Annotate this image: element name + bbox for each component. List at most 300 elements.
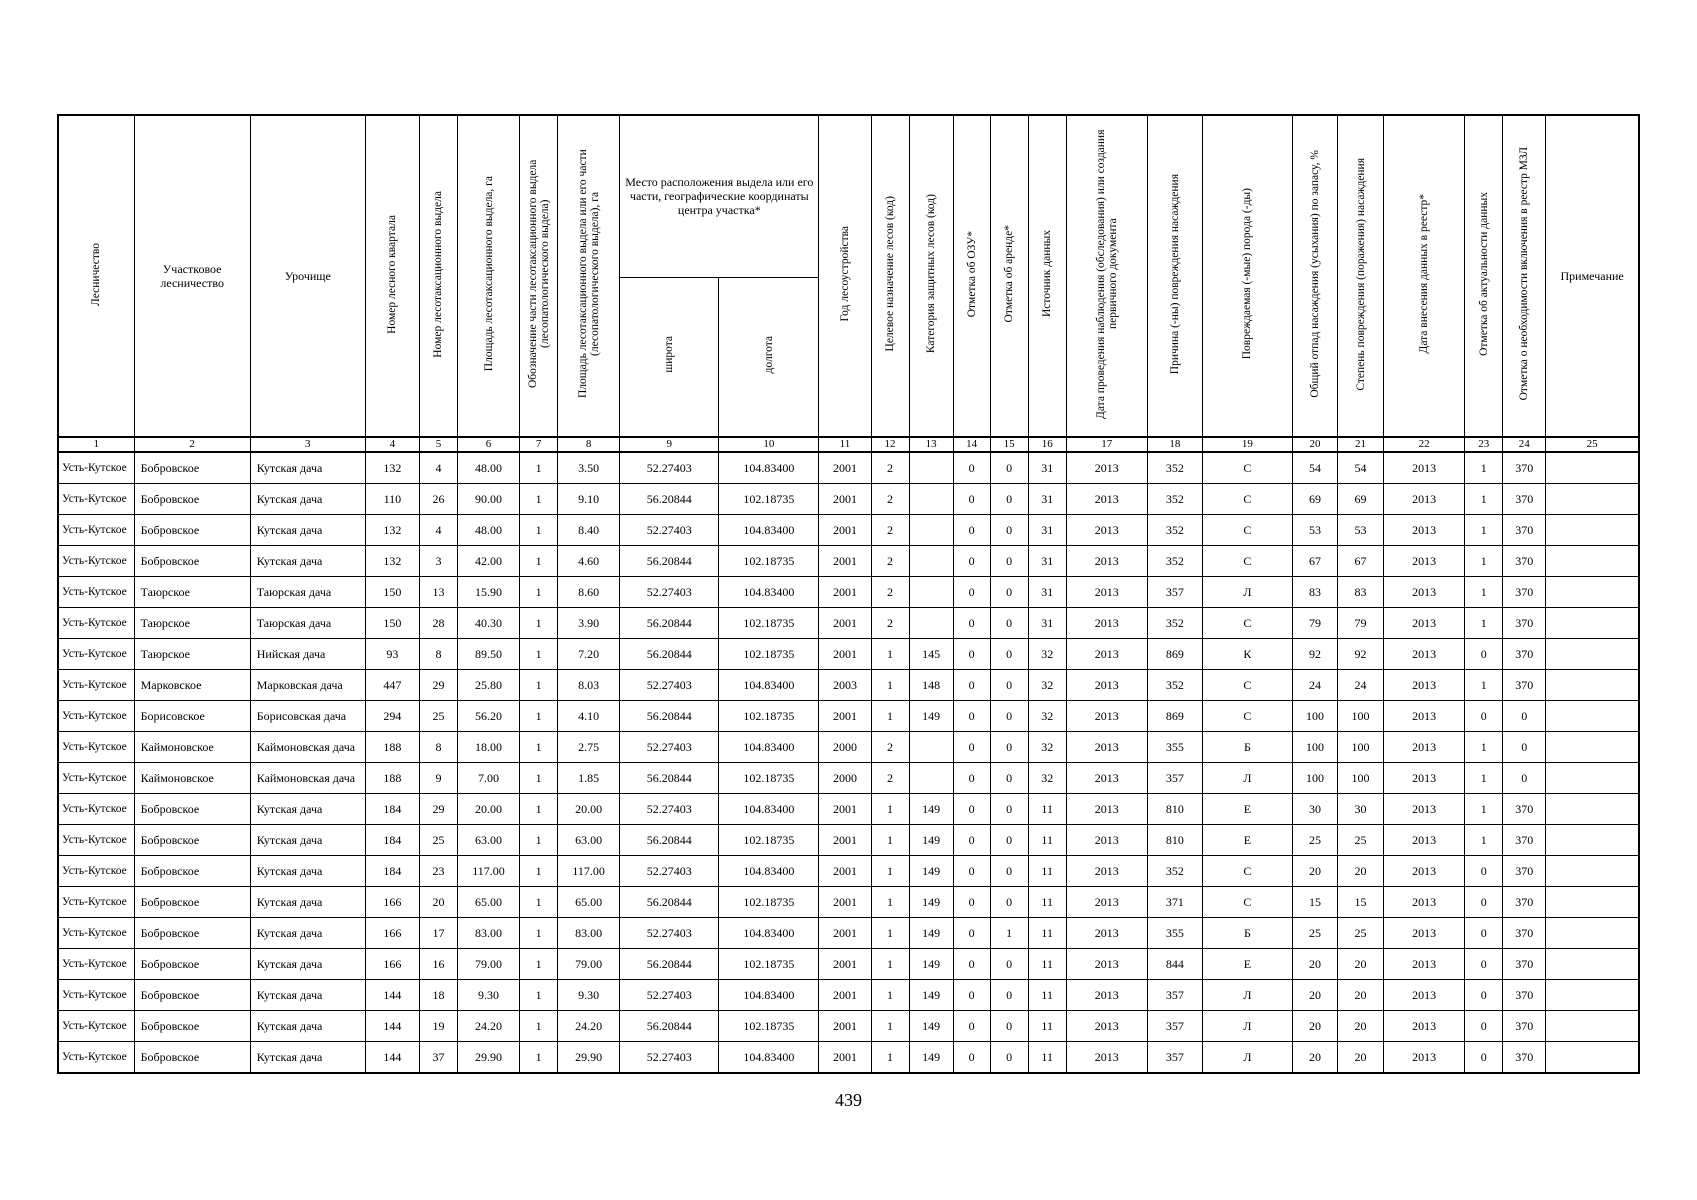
cell-observation-date: 2013	[1066, 577, 1147, 608]
cell-survey-year: 2001	[819, 1042, 871, 1074]
cell-mzl: 370	[1503, 484, 1546, 515]
cell-note	[1546, 639, 1639, 670]
cell-entry-date: 2013	[1384, 763, 1465, 794]
column-number: 25	[1546, 437, 1639, 452]
cell-mzl: 370	[1503, 825, 1546, 856]
cell-species: С	[1202, 515, 1292, 546]
cell-allotment-area: 117.00	[457, 856, 519, 887]
cell-ozu: 0	[953, 701, 990, 732]
cell-longitude: 104.83400	[719, 980, 819, 1011]
cell-note	[1546, 763, 1639, 794]
cell-entry-date: 2013	[1384, 484, 1465, 515]
col-longitude-header: долгота	[719, 277, 819, 437]
cell-tract: Кутская дача	[250, 452, 365, 484]
cell-purpose: 2	[871, 546, 909, 577]
cell-survey-year: 2001	[819, 608, 871, 639]
cell-part: 1	[520, 887, 558, 918]
cell-source: 31	[1028, 546, 1066, 577]
cell-mzl: 370	[1503, 546, 1546, 577]
cell-part-area: 9.10	[558, 484, 620, 515]
cell-lease: 0	[990, 794, 1028, 825]
cell-mzl: 370	[1503, 1042, 1546, 1074]
column-number: 2	[134, 437, 250, 452]
cell-species: Л	[1202, 577, 1292, 608]
cell-observation-date: 2013	[1066, 1042, 1147, 1074]
cell-tract: Нийская дача	[250, 639, 365, 670]
cell-note	[1546, 577, 1639, 608]
cell-ozu: 0	[953, 546, 990, 577]
cell-forestry: Усть-Кутское	[58, 452, 134, 484]
cell-species: С	[1202, 701, 1292, 732]
cell-damage-degree: 100	[1338, 701, 1384, 732]
cell-longitude: 104.83400	[719, 856, 819, 887]
cell-observation-date: 2013	[1066, 515, 1147, 546]
cell-note	[1546, 484, 1639, 515]
cell-quarter: 150	[365, 608, 419, 639]
cell-entry-date: 2013	[1384, 732, 1465, 763]
cell-damage-cause: 352	[1147, 608, 1202, 639]
cell-actuality: 0	[1465, 1011, 1503, 1042]
cell-protection: 149	[909, 856, 953, 887]
cell-lease: 0	[990, 1042, 1028, 1074]
cell-tract: Кутская дача	[250, 484, 365, 515]
cell-protection	[909, 763, 953, 794]
cell-longitude: 102.18735	[719, 825, 819, 856]
cell-source: 31	[1028, 452, 1066, 484]
table-row	[58, 484, 1639, 515]
forest-damage-table	[57, 114, 1640, 1074]
cell-protection	[909, 452, 953, 484]
cell-actuality: 0	[1465, 918, 1503, 949]
cell-survey-year: 2000	[819, 763, 871, 794]
cell-forestry: Усть-Кутское	[58, 701, 134, 732]
cell-protection: 149	[909, 701, 953, 732]
cell-allotment: 8	[419, 639, 457, 670]
cell-source: 11	[1028, 887, 1066, 918]
cell-ozu: 0	[953, 794, 990, 825]
cell-forestry: Усть-Кутское	[58, 763, 134, 794]
cell-entry-date: 2013	[1384, 452, 1465, 484]
cell-allotment-area: 83.00	[457, 918, 519, 949]
cell-latitude: 52.27403	[620, 794, 719, 825]
cell-part-area: 63.00	[558, 825, 620, 856]
table-row	[58, 701, 1639, 732]
cell-observation-date: 2013	[1066, 825, 1147, 856]
cell-forestry: Усть-Кутское	[58, 825, 134, 856]
cell-forestry: Усть-Кутское	[58, 918, 134, 949]
cell-district: Бобровское	[134, 546, 250, 577]
cell-allotment-area: 65.00	[457, 887, 519, 918]
cell-allotment: 29	[419, 670, 457, 701]
cell-protection: 145	[909, 639, 953, 670]
cell-damage-cause: 810	[1147, 794, 1202, 825]
table-row	[58, 794, 1639, 825]
cell-quarter: 166	[365, 949, 419, 980]
cell-note	[1546, 1011, 1639, 1042]
cell-allotment-area: 48.00	[457, 515, 519, 546]
cell-tract: Марковская дача	[250, 670, 365, 701]
cell-part-area: 8.40	[558, 515, 620, 546]
cell-latitude: 52.27403	[620, 856, 719, 887]
cell-part-area: 65.00	[558, 887, 620, 918]
cell-actuality: 1	[1465, 794, 1503, 825]
cell-part-area: 83.00	[558, 918, 620, 949]
cell-district: Таюрское	[134, 608, 250, 639]
cell-survey-year: 2000	[819, 732, 871, 763]
cell-district: Бобровское	[134, 856, 250, 887]
cell-quarter: 184	[365, 825, 419, 856]
cell-protection: 149	[909, 825, 953, 856]
cell-purpose: 1	[871, 825, 909, 856]
cell-total-loss: 24	[1292, 670, 1337, 701]
cell-source: 31	[1028, 515, 1066, 546]
col-allotment-area-header: Площадь лесотаксационного выдела, га	[457, 115, 519, 437]
cell-longitude: 102.18735	[719, 701, 819, 732]
cell-mzl: 370	[1503, 670, 1546, 701]
cell-part: 1	[520, 639, 558, 670]
table-row	[58, 980, 1639, 1011]
cell-source: 11	[1028, 1011, 1066, 1042]
page-number: 439	[835, 1090, 862, 1110]
cell-note	[1546, 794, 1639, 825]
cell-note	[1546, 670, 1639, 701]
cell-observation-date: 2013	[1066, 856, 1147, 887]
cell-note	[1546, 515, 1639, 546]
col-damage-cause-header: Причина (-ны) повреждения насаждения	[1147, 115, 1202, 437]
cell-damage-degree: 20	[1338, 949, 1384, 980]
cell-source: 32	[1028, 639, 1066, 670]
cell-part: 1	[520, 825, 558, 856]
cell-latitude: 52.27403	[620, 452, 719, 484]
cell-latitude: 52.27403	[620, 918, 719, 949]
cell-lease: 0	[990, 732, 1028, 763]
cell-quarter: 144	[365, 1042, 419, 1074]
cell-latitude: 56.20844	[620, 763, 719, 794]
cell-lease: 0	[990, 949, 1028, 980]
col-ozu-header: Отметка об ОЗУ*	[953, 115, 990, 437]
cell-actuality: 1	[1465, 515, 1503, 546]
cell-survey-year: 2001	[819, 701, 871, 732]
cell-district: Бобровское	[134, 918, 250, 949]
cell-allotment-area: 79.00	[457, 949, 519, 980]
cell-damage-degree: 20	[1338, 856, 1384, 887]
cell-damage-cause: 810	[1147, 825, 1202, 856]
cell-mzl: 370	[1503, 515, 1546, 546]
cell-mzl: 370	[1503, 1011, 1546, 1042]
cell-entry-date: 2013	[1384, 515, 1465, 546]
cell-protection	[909, 577, 953, 608]
cell-survey-year: 2001	[819, 577, 871, 608]
cell-tract: Каймоновская дача	[250, 763, 365, 794]
cell-ozu: 0	[953, 825, 990, 856]
cell-damage-degree: 69	[1338, 484, 1384, 515]
cell-district: Бобровское	[134, 887, 250, 918]
cell-purpose: 1	[871, 1011, 909, 1042]
cell-total-loss: 54	[1292, 452, 1337, 484]
cell-allotment-area: 90.00	[457, 484, 519, 515]
cell-protection: 148	[909, 670, 953, 701]
cell-allotment: 19	[419, 1011, 457, 1042]
cell-total-loss: 83	[1292, 577, 1337, 608]
column-number: 13	[909, 437, 953, 452]
cell-ozu: 0	[953, 732, 990, 763]
cell-quarter: 447	[365, 670, 419, 701]
cell-total-loss: 67	[1292, 546, 1337, 577]
cell-note	[1546, 701, 1639, 732]
cell-total-loss: 20	[1292, 1011, 1337, 1042]
cell-observation-date: 2013	[1066, 670, 1147, 701]
cell-part: 1	[520, 949, 558, 980]
cell-latitude: 56.20844	[620, 608, 719, 639]
cell-forestry: Усть-Кутское	[58, 1042, 134, 1074]
cell-source: 11	[1028, 825, 1066, 856]
cell-ozu: 0	[953, 949, 990, 980]
cell-observation-date: 2013	[1066, 701, 1147, 732]
cell-survey-year: 2001	[819, 794, 871, 825]
cell-quarter: 132	[365, 452, 419, 484]
cell-allotment-area: 29.90	[457, 1042, 519, 1074]
cell-mzl: 370	[1503, 980, 1546, 1011]
cell-damage-degree: 100	[1338, 763, 1384, 794]
cell-longitude: 102.18735	[719, 1011, 819, 1042]
cell-district: Бобровское	[134, 794, 250, 825]
cell-district: Таюрское	[134, 577, 250, 608]
cell-observation-date: 2013	[1066, 1011, 1147, 1042]
cell-total-loss: 20	[1292, 856, 1337, 887]
cell-entry-date: 2013	[1384, 887, 1465, 918]
cell-purpose: 2	[871, 732, 909, 763]
column-number: 3	[250, 437, 365, 452]
cell-allotment: 23	[419, 856, 457, 887]
cell-purpose: 1	[871, 1042, 909, 1074]
cell-allotment-area: 18.00	[457, 732, 519, 763]
col-location-group-header: Место расположения выдела или его части, географические координаты центра участка*	[620, 115, 819, 277]
cell-lease: 0	[990, 515, 1028, 546]
cell-allotment-area: 15.90	[457, 577, 519, 608]
cell-longitude: 104.83400	[719, 1042, 819, 1074]
cell-species: С	[1202, 484, 1292, 515]
cell-part-area: 3.50	[558, 452, 620, 484]
table-row	[58, 825, 1639, 856]
cell-survey-year: 2001	[819, 825, 871, 856]
column-number: 9	[620, 437, 719, 452]
col-damage-degree-header: Степень повреждения (поражения) насаждения	[1338, 115, 1384, 437]
cell-note	[1546, 452, 1639, 484]
cell-latitude: 52.27403	[620, 980, 719, 1011]
cell-part: 1	[520, 918, 558, 949]
cell-longitude: 102.18735	[719, 484, 819, 515]
cell-observation-date: 2013	[1066, 980, 1147, 1011]
col-district-header: Участковое лесничество	[134, 115, 250, 437]
col-observation-date-header: Дата проведения наблюдения (обследования) или создания первичного документа	[1066, 115, 1147, 437]
column-number: 8	[558, 437, 620, 452]
column-number: 23	[1465, 437, 1503, 452]
cell-allotment: 25	[419, 701, 457, 732]
cell-mzl: 0	[1503, 763, 1546, 794]
cell-tract: Каймоновская дача	[250, 732, 365, 763]
cell-ozu: 0	[953, 856, 990, 887]
cell-quarter: 132	[365, 515, 419, 546]
cell-damage-cause: 352	[1147, 856, 1202, 887]
cell-purpose: 2	[871, 484, 909, 515]
cell-quarter: 188	[365, 732, 419, 763]
cell-tract: Кутская дача	[250, 856, 365, 887]
cell-quarter: 132	[365, 546, 419, 577]
cell-tract: Кутская дача	[250, 515, 365, 546]
cell-longitude: 102.18735	[719, 608, 819, 639]
cell-total-loss: 92	[1292, 639, 1337, 670]
cell-allotment: 4	[419, 515, 457, 546]
cell-district: Бобровское	[134, 1042, 250, 1074]
cell-damage-degree: 83	[1338, 577, 1384, 608]
cell-damage-degree: 53	[1338, 515, 1384, 546]
table-row	[58, 608, 1639, 639]
cell-part-area: 1.85	[558, 763, 620, 794]
cell-ozu: 0	[953, 452, 990, 484]
cell-purpose: 1	[871, 980, 909, 1011]
cell-lease: 0	[990, 577, 1028, 608]
cell-survey-year: 2001	[819, 546, 871, 577]
cell-entry-date: 2013	[1384, 856, 1465, 887]
cell-district: Каймоновское	[134, 763, 250, 794]
cell-protection: 149	[909, 980, 953, 1011]
cell-survey-year: 2001	[819, 980, 871, 1011]
cell-purpose: 2	[871, 515, 909, 546]
cell-allotment: 20	[419, 887, 457, 918]
cell-damage-degree: 20	[1338, 1042, 1384, 1074]
header-row	[58, 115, 1639, 277]
cell-species: Е	[1202, 949, 1292, 980]
cell-allotment-area: 40.30	[457, 608, 519, 639]
cell-total-loss: 25	[1292, 825, 1337, 856]
cell-allotment: 29	[419, 794, 457, 825]
cell-note	[1546, 732, 1639, 763]
cell-damage-degree: 24	[1338, 670, 1384, 701]
col-actuality-header: Отметка об актуальности данных	[1465, 115, 1503, 437]
cell-source: 11	[1028, 856, 1066, 887]
cell-observation-date: 2013	[1066, 949, 1147, 980]
cell-allotment: 37	[419, 1042, 457, 1074]
cell-survey-year: 2001	[819, 639, 871, 670]
cell-survey-year: 2001	[819, 515, 871, 546]
cell-ozu: 0	[953, 484, 990, 515]
cell-entry-date: 2013	[1384, 701, 1465, 732]
cell-entry-date: 2013	[1384, 577, 1465, 608]
cell-survey-year: 2001	[819, 918, 871, 949]
cell-observation-date: 2013	[1066, 732, 1147, 763]
cell-damage-cause: 371	[1147, 887, 1202, 918]
cell-district: Марковское	[134, 670, 250, 701]
cell-protection	[909, 608, 953, 639]
cell-damage-degree: 67	[1338, 546, 1384, 577]
table-body	[58, 452, 1639, 1073]
cell-district: Бобровское	[134, 452, 250, 484]
table-row	[58, 887, 1639, 918]
cell-tract: Кутская дача	[250, 887, 365, 918]
cell-lease: 0	[990, 608, 1028, 639]
cell-latitude: 56.20844	[620, 639, 719, 670]
cell-mzl: 370	[1503, 608, 1546, 639]
cell-tract: Кутская дача	[250, 980, 365, 1011]
cell-ozu: 0	[953, 608, 990, 639]
cell-actuality: 1	[1465, 546, 1503, 577]
cell-lease: 0	[990, 639, 1028, 670]
cell-total-loss: 20	[1292, 949, 1337, 980]
cell-part-area: 9.30	[558, 980, 620, 1011]
cell-total-loss: 100	[1292, 701, 1337, 732]
cell-part: 1	[520, 670, 558, 701]
cell-observation-date: 2013	[1066, 887, 1147, 918]
cell-allotment: 4	[419, 452, 457, 484]
cell-damage-cause: 357	[1147, 1042, 1202, 1074]
cell-lease: 0	[990, 452, 1028, 484]
cell-part: 1	[520, 452, 558, 484]
col-quarter-header: Номер лесного квартала	[365, 115, 419, 437]
cell-note	[1546, 856, 1639, 887]
cell-actuality: 0	[1465, 887, 1503, 918]
cell-longitude: 102.18735	[719, 887, 819, 918]
cell-total-loss: 100	[1292, 732, 1337, 763]
cell-actuality: 1	[1465, 608, 1503, 639]
cell-actuality: 0	[1465, 639, 1503, 670]
cell-forestry: Усть-Кутское	[58, 949, 134, 980]
cell-allotment: 25	[419, 825, 457, 856]
col-total-loss-header: Общий отпад насаждения (усыхания) по запасу, %	[1292, 115, 1337, 437]
cell-part: 1	[520, 794, 558, 825]
cell-longitude: 104.83400	[719, 515, 819, 546]
cell-damage-degree: 79	[1338, 608, 1384, 639]
cell-observation-date: 2013	[1066, 763, 1147, 794]
cell-damage-cause: 869	[1147, 701, 1202, 732]
cell-actuality: 1	[1465, 763, 1503, 794]
cell-damage-degree: 15	[1338, 887, 1384, 918]
cell-damage-cause: 869	[1147, 639, 1202, 670]
cell-allotment-area: 48.00	[457, 452, 519, 484]
cell-tract: Борисовская дача	[250, 701, 365, 732]
cell-lease: 0	[990, 887, 1028, 918]
cell-actuality: 1	[1465, 825, 1503, 856]
cell-district: Бобровское	[134, 515, 250, 546]
cell-purpose: 1	[871, 670, 909, 701]
cell-purpose: 1	[871, 639, 909, 670]
cell-observation-date: 2013	[1066, 608, 1147, 639]
cell-purpose: 1	[871, 794, 909, 825]
cell-part: 1	[520, 1042, 558, 1074]
cell-survey-year: 2001	[819, 484, 871, 515]
cell-total-loss: 100	[1292, 763, 1337, 794]
table-row	[58, 732, 1639, 763]
cell-forestry: Усть-Кутское	[58, 794, 134, 825]
cell-source: 31	[1028, 608, 1066, 639]
cell-total-loss: 79	[1292, 608, 1337, 639]
cell-allotment-area: 89.50	[457, 639, 519, 670]
cell-species: Е	[1202, 794, 1292, 825]
cell-part-area: 8.60	[558, 577, 620, 608]
column-number: 11	[819, 437, 871, 452]
cell-district: Таюрское	[134, 639, 250, 670]
cell-damage-degree: 20	[1338, 980, 1384, 1011]
cell-quarter: 150	[365, 577, 419, 608]
cell-protection: 149	[909, 1042, 953, 1074]
table-row	[58, 515, 1639, 546]
cell-quarter: 294	[365, 701, 419, 732]
cell-damage-cause: 357	[1147, 1011, 1202, 1042]
col-entry-date-header: Дата внесения данных в реестр*	[1384, 115, 1465, 437]
cell-note	[1546, 980, 1639, 1011]
cell-quarter: 166	[365, 918, 419, 949]
cell-purpose: 1	[871, 918, 909, 949]
cell-total-loss: 15	[1292, 887, 1337, 918]
